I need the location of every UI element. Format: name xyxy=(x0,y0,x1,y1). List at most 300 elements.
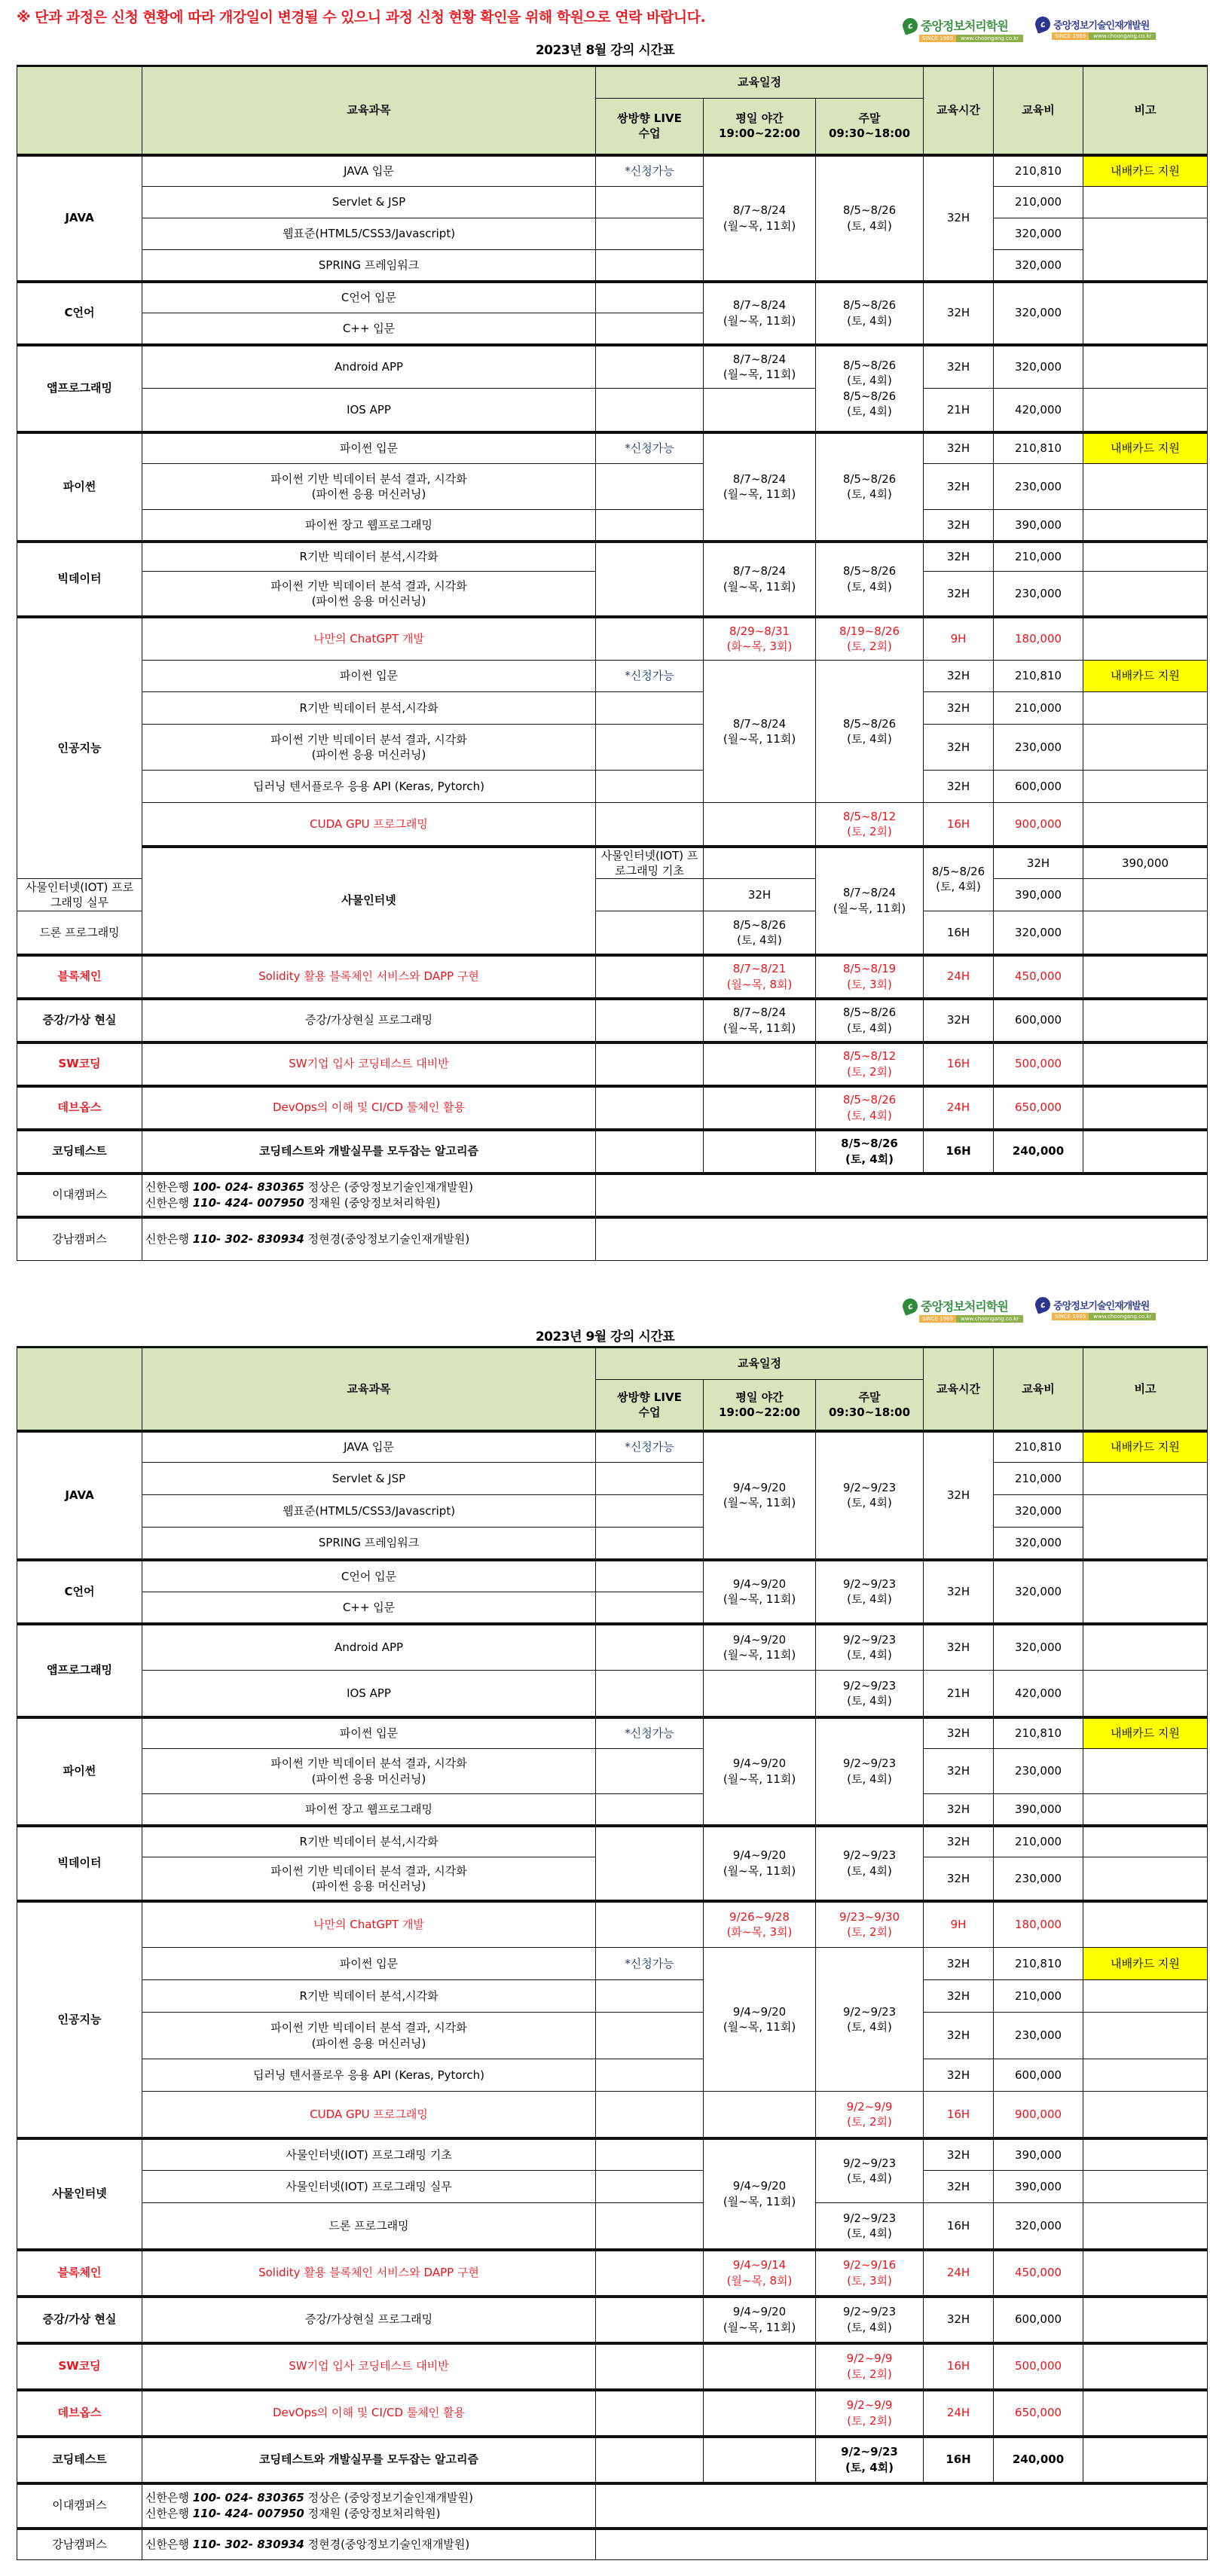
course-fee: 210,000 xyxy=(994,542,1083,572)
weekend-schedule: 9/2~9/23 (토, 4회) xyxy=(816,1560,924,1624)
table-row xyxy=(17,345,1208,389)
course-fee: 650,000 xyxy=(994,2390,1083,2437)
course-hours: 16H xyxy=(924,2343,994,2390)
note-cell xyxy=(1083,1671,1208,1717)
weekday-cell xyxy=(704,2092,816,2138)
category-sw: SW코딩 xyxy=(17,2343,142,2390)
weekend-schedule: 8/5~8/26 (토, 4회) xyxy=(816,999,924,1042)
course-fee: 240,000 xyxy=(994,2437,1083,2483)
course-hours: 32H xyxy=(924,2013,994,2059)
note-cell xyxy=(1083,345,1208,389)
live-cell xyxy=(596,389,704,432)
course-hours: 32H xyxy=(924,771,994,803)
category-bigdata: 빅데이터 xyxy=(17,1826,142,1901)
table-row xyxy=(17,187,1208,218)
table-row xyxy=(17,1431,1208,1463)
note-cell xyxy=(1083,955,1208,999)
weekend-schedule: 9/23~9/30 (토, 2회) xyxy=(816,1901,924,1948)
course-name: 사물인터넷(IOT) 프로그래밍 실무 xyxy=(17,879,142,911)
course-hours: 32H xyxy=(924,510,994,542)
logo-name: 중앙정보기술인재개발원 xyxy=(1053,1300,1150,1312)
august-timetable xyxy=(17,65,1208,1261)
live-available-link[interactable]: *신청가능 xyxy=(596,432,704,464)
category-ar: 증강/가상 현실 xyxy=(17,999,142,1042)
category-iot: 사물인터넷 xyxy=(142,847,596,955)
course-hours: 16H xyxy=(924,911,994,955)
table-row xyxy=(17,282,1208,313)
bank-accounts: 신한은행 100- 024- 830365 정상은 (중앙정보기술인재개발원) 신한은행 110- 424- 007950 정재원 (중앙정보처리학원) xyxy=(142,1174,596,1217)
course-hours: 32H xyxy=(924,1794,994,1826)
course-name: 딥러닝 텐서플로우 응용 API (Keras, Pytorch) xyxy=(142,771,596,803)
weekend-schedule: 8/5~8/26 (토, 4회) xyxy=(816,282,924,345)
course-hours: 32H xyxy=(924,1431,994,1560)
live-cell xyxy=(704,847,816,879)
live-cell xyxy=(596,1671,704,1717)
live-cell xyxy=(596,2171,704,2203)
course-name-highlight: CUDA GPU 프로그래밍 xyxy=(142,803,596,847)
table-row xyxy=(17,1624,1208,1671)
live-cell xyxy=(596,2013,704,2059)
category-blockchain: 블록체인 xyxy=(17,955,142,999)
table-row xyxy=(17,1528,1208,1560)
weekday-cell xyxy=(704,1042,816,1086)
course-name: 파이썬 장고 웹프로그래밍 xyxy=(142,1794,596,1826)
course-name: JAVA 입문 xyxy=(142,155,596,187)
course-name: JAVA 입문 xyxy=(142,1431,596,1463)
live-cell xyxy=(596,1042,704,1086)
course-fee: 230,000 xyxy=(994,1749,1083,1794)
header-category xyxy=(17,1348,142,1431)
live-cell xyxy=(596,313,704,345)
course-fee: 450,000 xyxy=(994,955,1083,999)
logo-url: www.choongang.co.kr xyxy=(956,1315,1023,1323)
category-java: JAVA xyxy=(17,155,142,282)
note-cell xyxy=(1083,617,1208,661)
note-cell xyxy=(1083,1857,1208,1901)
course-hours: 21H xyxy=(924,1671,994,1717)
course-name: C++ 입문 xyxy=(142,313,596,345)
course-hours: 32H xyxy=(924,692,994,725)
course-hours: 16H xyxy=(924,803,994,847)
course-hours: 21H xyxy=(924,389,994,432)
weekday-cell xyxy=(704,2390,816,2437)
weekend-schedule: 9/2~9/23 (토, 4회) xyxy=(816,1826,924,1901)
logo-url: www.choongang.co.kr xyxy=(956,35,1023,42)
course-name: 파이썬 기반 빅데이터 분석 결과, 시각화 (파이썬 응용 머신러닝) xyxy=(142,464,596,510)
note-cell xyxy=(1083,2059,1208,2092)
live-cell xyxy=(596,282,704,313)
course-hours: 32H xyxy=(924,1749,994,1794)
note-cell xyxy=(1083,1130,1208,1174)
header-note: 비고 xyxy=(1083,66,1208,155)
live-available-link[interactable]: *신청가능 xyxy=(596,1431,704,1463)
weekend-schedule: 9/2~9/23 (토, 4회) xyxy=(816,2138,924,2203)
course-fee: 390,000 xyxy=(994,2171,1083,2203)
logo-mark-icon: c xyxy=(1033,14,1053,34)
course-hours: 9H xyxy=(924,617,994,661)
course-name: R기반 빅데이터 분석,시각화 xyxy=(142,1826,596,1857)
live-cell xyxy=(596,2437,704,2483)
august-title: 2023년 8월 강의 시간표 xyxy=(535,43,675,58)
weekend-schedule: 9/2~9/23 (토, 4회) xyxy=(816,2203,924,2250)
table-row xyxy=(17,771,1208,803)
course-hours: 32H xyxy=(924,1826,994,1857)
weekday-schedule: 9/26~9/28 (화~목, 3회) xyxy=(704,1901,816,1948)
course-hours: 32H xyxy=(924,464,994,510)
weekday-cell xyxy=(704,1671,816,1717)
header-fee: 교육비 xyxy=(994,66,1083,155)
course-name: Android APP xyxy=(142,345,596,389)
table-row xyxy=(17,510,1208,542)
live-available-link[interactable]: *신청가능 xyxy=(596,661,704,692)
category-c: C언어 xyxy=(17,1560,142,1624)
course-hours: 32H xyxy=(924,1857,994,1901)
note-cell xyxy=(1083,1980,1208,2013)
live-available-link[interactable]: *신청가능 xyxy=(596,1948,704,1980)
course-name: 파이썬 기반 빅데이터 분석 결과, 시각화 (파이썬 응용 머신러닝) xyxy=(142,2013,596,2059)
weekday-schedule: 9/4~9/20 (월~목, 11회) xyxy=(704,2138,816,2250)
note-cell xyxy=(1083,1560,1208,1624)
logo-url: www.choongang.co.kr xyxy=(1089,32,1156,40)
course-fee: 240,000 xyxy=(994,1130,1083,1174)
note-cell xyxy=(1083,725,1208,771)
category-blockchain: 블록체인 xyxy=(17,2250,142,2297)
weekend-schedule: 9/2~9/9 (토, 2회) xyxy=(816,2390,924,2437)
note-cell xyxy=(1083,1042,1208,1086)
course-name: 파이썬 기반 빅데이터 분석 결과, 시각화 (파이썬 응용 머신러닝) xyxy=(142,725,596,771)
weekend-schedule: 9/2~9/23 (토, 4회) xyxy=(816,1624,924,1671)
category-codetest: 코딩테스트 xyxy=(17,1130,142,1174)
logo-name: 중앙정보기술인재개발원 xyxy=(1053,20,1150,32)
table-row xyxy=(17,155,1208,187)
course-hours: 16H xyxy=(924,1042,994,1086)
empty-area xyxy=(596,2483,1208,2529)
course-hours: 16H xyxy=(924,1130,994,1174)
weekday-cell xyxy=(704,2437,816,2483)
note-cell xyxy=(1083,1826,1208,1857)
course-hours: 32H xyxy=(924,1624,994,1671)
course-fee: 180,000 xyxy=(994,617,1083,661)
table-row xyxy=(17,2343,1208,2390)
course-fee: 210,000 xyxy=(994,1826,1083,1857)
weekday-schedule: 9/4~9/20 (월~목, 11회) xyxy=(704,1431,816,1560)
course-hours: 32H xyxy=(704,879,816,911)
live-cell xyxy=(596,1463,704,1495)
table-row xyxy=(17,1717,1208,1749)
course-fee: 450,000 xyxy=(994,2250,1083,2297)
course-fee: 420,000 xyxy=(994,1671,1083,1717)
weekday-schedule: 8/7~8/24 (월~목, 11회) xyxy=(704,432,816,542)
weekday-schedule: 9/4~9/20 (월~목, 11회) xyxy=(704,1624,816,1671)
course-name: 딥러닝 텐서플로우 응용 API (Keras, Pytorch) xyxy=(142,2059,596,2092)
course-fee: 210,810 xyxy=(994,432,1083,464)
logo-choongang-tech xyxy=(1035,17,1156,40)
live-cell xyxy=(596,2343,704,2390)
note-cell xyxy=(1083,218,1208,282)
logo-name: 중앙정보처리학원 xyxy=(921,1299,1008,1314)
weekend-schedule: 9/2~9/9 (토, 2회) xyxy=(816,2343,924,2390)
course-hours: 32H xyxy=(924,999,994,1042)
course-fee: 230,000 xyxy=(994,572,1083,617)
live-cell xyxy=(596,1794,704,1826)
live-cell xyxy=(596,803,704,847)
weekend-schedule: 8/5~8/19 (토, 3회) xyxy=(816,955,924,999)
note-cell xyxy=(1083,771,1208,803)
logo-choongang-tech xyxy=(1035,1297,1156,1320)
course-fee: 390,000 xyxy=(1083,847,1208,879)
note-cell xyxy=(1083,572,1208,617)
live-cell xyxy=(596,345,704,389)
course-fee: 390,000 xyxy=(994,1794,1083,1826)
note-cell xyxy=(1083,2343,1208,2390)
course-fee: 900,000 xyxy=(994,2092,1083,2138)
live-cell xyxy=(596,2250,704,2297)
card-support-badge: 내배카드 지원 xyxy=(1083,155,1208,187)
course-fee: 320,000 xyxy=(994,282,1083,345)
course-fee: 320,000 xyxy=(994,911,1083,955)
card-support-badge: 내배카드 지원 xyxy=(1083,661,1208,692)
category-devops: 데브옵스 xyxy=(17,1086,142,1130)
table-row xyxy=(17,1495,1208,1528)
note-cell xyxy=(1083,1624,1208,1671)
bank-row-gangnam xyxy=(17,1217,1208,1261)
weekend-schedule: 8/5~8/26 (토, 4회) xyxy=(816,1086,924,1130)
note-cell xyxy=(1083,2203,1208,2250)
course-fee: 230,000 xyxy=(994,725,1083,771)
logo-since: SINCE 1969 xyxy=(919,35,956,42)
campus-label: 이대캠퍼스 xyxy=(17,2483,142,2529)
course-hours: 32H xyxy=(924,572,994,617)
weekday-schedule: 8/7~8/21 (월~목, 8회) xyxy=(704,955,816,999)
course-hours: 32H xyxy=(924,1717,994,1749)
weekend-schedule: 9/2~9/23 (토, 4회) xyxy=(816,1717,924,1826)
bank-accounts: 신한은행 110- 302- 830934 정현경(중앙정보기술인재개발원) xyxy=(142,1217,596,1261)
live-available-link[interactable]: *신청가능 xyxy=(596,1717,704,1749)
bank-row-gangnam xyxy=(17,2529,1208,2560)
live-cell xyxy=(596,879,704,911)
course-name-highlight: SW기업 입사 코딩테스트 대비반 xyxy=(142,1042,596,1086)
table-row xyxy=(17,542,1208,572)
header-course: 교육과목 xyxy=(142,66,596,155)
course-fee: 420,000 xyxy=(994,389,1083,432)
course-hours: 9H xyxy=(924,1901,994,1948)
course-fee: 230,000 xyxy=(994,464,1083,510)
course-name: R기반 빅데이터 분석,시각화 xyxy=(142,692,596,725)
table-row xyxy=(17,2171,1208,2203)
header-weekend: 주말 09:30~18:00 xyxy=(816,1380,924,1431)
table-row xyxy=(17,803,1208,847)
weekend-schedule: 9/2~9/16 (토, 3회) xyxy=(816,2250,924,2297)
weekend-schedule: 8/5~8/26 (토, 4회) xyxy=(816,155,924,282)
table-row xyxy=(17,2092,1208,2138)
course-fee: 650,000 xyxy=(994,1086,1083,1130)
course-fee: 390,000 xyxy=(994,510,1083,542)
live-cell xyxy=(596,692,704,725)
logo-group xyxy=(903,1297,1156,1323)
course-name: 코딩테스트와 개발실무를 모두잡는 알고리즘 xyxy=(142,1130,596,1174)
live-cell xyxy=(596,187,704,218)
logo-choongang-academy xyxy=(903,1297,1023,1323)
logo-mark-icon: c xyxy=(1033,1295,1053,1314)
course-hours: 32H xyxy=(924,725,994,771)
course-fee: 320,000 xyxy=(994,345,1083,389)
live-cell xyxy=(596,542,704,617)
weekday-schedule: 8/7~8/24 (월~목, 11회) xyxy=(704,345,816,389)
note-cell xyxy=(1083,2092,1208,2138)
logo-url: www.choongang.co.kr xyxy=(1089,1313,1156,1320)
weekday-schedule: 8/7~8/24 (월~목, 11회) xyxy=(704,542,816,617)
weekend-schedule: 8/5~8/26 (토, 4회) xyxy=(816,1130,924,1174)
live-cell xyxy=(596,955,704,999)
live-cell xyxy=(596,999,704,1042)
course-name: Android APP xyxy=(142,1624,596,1671)
weekend-schedule: 8/5~8/12 (토, 2회) xyxy=(816,803,924,847)
note-cell xyxy=(1083,510,1208,542)
table-row xyxy=(17,1671,1208,1717)
course-hours: 16H xyxy=(924,2092,994,2138)
course-hours: 32H xyxy=(924,1980,994,2013)
course-hours: 16H xyxy=(924,2203,994,2250)
weekday-schedule: 8/7~8/24 (월~목, 11회) xyxy=(704,999,816,1042)
live-cell xyxy=(596,1086,704,1130)
course-name-highlight: CUDA GPU 프로그래밍 xyxy=(142,2092,596,2138)
table-row xyxy=(17,1042,1208,1086)
campus-label: 강남캠퍼스 xyxy=(17,2529,142,2560)
table-row xyxy=(17,725,1208,771)
header-course: 교육과목 xyxy=(142,1348,596,1431)
header-note: 비고 xyxy=(1083,1348,1208,1431)
course-fee: 390,000 xyxy=(994,2138,1083,2171)
category-ai: 인공지능 xyxy=(17,1901,142,2138)
table-row xyxy=(17,1560,1208,1592)
header-category xyxy=(17,66,142,155)
logo-mark-icon: c xyxy=(900,16,920,35)
live-cell xyxy=(596,1528,704,1560)
note-cell xyxy=(1083,2171,1208,2203)
header-weekend: 주말 09:30~18:00 xyxy=(816,99,924,155)
bank-accounts: 신한은행 100- 024- 830365 정상은 (중앙정보기술인재개발원) 신한은행 110- 424- 007950 정재원 (중앙정보처리학원) xyxy=(142,2483,596,2529)
table-row xyxy=(17,1463,1208,1495)
course-name: 파이썬 기반 빅데이터 분석 결과, 시각화 (파이썬 응용 머신러닝) xyxy=(142,1857,596,1901)
note-cell xyxy=(1083,2250,1208,2297)
note-cell xyxy=(1083,389,1208,432)
notice-text: ※ 단과 과정은 신청 현황에 따라 개강일이 변경될 수 있으니 과정 신청 현황 확인을 위해 학원으로 연락 바랍니다. xyxy=(17,9,706,26)
empty-area xyxy=(596,2529,1208,2560)
course-fee: 320,000 xyxy=(994,1495,1083,1528)
weekday-schedule: 9/4~9/14 (월~목, 8회) xyxy=(704,2250,816,2297)
course-fee: 600,000 xyxy=(994,771,1083,803)
weekday-schedule: 9/4~9/20 (월~목, 11회) xyxy=(704,2297,816,2343)
category-ai: 인공지능 xyxy=(17,617,142,879)
campus-label: 이대캠퍼스 xyxy=(17,1174,142,1217)
table-row xyxy=(17,432,1208,464)
weekday-schedule: 8/7~8/24 (월~목, 11회) xyxy=(704,155,816,282)
table-row xyxy=(17,1086,1208,1130)
logo-name: 중앙정보처리학원 xyxy=(921,19,1008,33)
header-hours: 교육시간 xyxy=(924,66,994,155)
course-name: 파이썬 입문 xyxy=(142,432,596,464)
course-hours: 24H xyxy=(924,1086,994,1130)
course-name: 파이썬 입문 xyxy=(142,1948,596,1980)
card-support-badge: 내배카드 지원 xyxy=(1083,1431,1208,1463)
course-name: 사물인터넷(IOT) 프로그래밍 기초 xyxy=(596,847,704,879)
course-hours: 32H xyxy=(924,1560,994,1624)
live-cell xyxy=(596,1560,704,1592)
course-name: C++ 입문 xyxy=(142,1592,596,1624)
course-hours: 32H xyxy=(924,661,994,692)
note-cell xyxy=(1083,2390,1208,2437)
header-weekday: 평일 야간 19:00~22:00 xyxy=(704,99,816,155)
course-fee: 180,000 xyxy=(994,1901,1083,1948)
course-fee: 210,000 xyxy=(994,187,1083,218)
live-cell xyxy=(596,725,704,771)
note-cell xyxy=(1083,879,1208,911)
table-row xyxy=(17,218,1208,250)
table-row xyxy=(17,955,1208,999)
note-cell xyxy=(1083,542,1208,572)
course-name: 사물인터넷(IOT) 프로그래밍 실무 xyxy=(142,2171,596,2203)
note-cell xyxy=(1083,1794,1208,1826)
header-fee: 교육비 xyxy=(994,1348,1083,1431)
note-cell xyxy=(1083,2138,1208,2171)
september-timetable xyxy=(17,1346,1208,2560)
course-hours: 32H xyxy=(924,1948,994,1980)
weekday-schedule: 9/4~9/20 (월~목, 11회) xyxy=(704,1560,816,1624)
category-codetest: 코딩테스트 xyxy=(17,2437,142,2483)
live-cell xyxy=(596,1826,704,1901)
category-app: 앱프로그래밍 xyxy=(17,1624,142,1717)
table-row xyxy=(17,1826,1208,1857)
live-available-link[interactable]: *신청가능 xyxy=(596,155,704,187)
course-name: 드론 프로그래밍 xyxy=(17,911,142,955)
logo-since: SINCE 1969 xyxy=(919,1315,956,1323)
weekday-schedule: 9/4~9/20 (월~목, 11회) xyxy=(704,1948,816,2092)
weekday-schedule: 9/4~9/20 (월~목, 11회) xyxy=(704,1717,816,1826)
course-name: 증강/가상현실 프로그래밍 xyxy=(142,2297,596,2343)
course-fee: 230,000 xyxy=(994,1857,1083,1901)
course-name-highlight: 나만의 ChatGPT 개발 xyxy=(142,1901,596,1948)
weekday-cell xyxy=(704,2343,816,2390)
live-cell xyxy=(596,911,704,955)
note-cell xyxy=(1083,692,1208,725)
weekend-schedule: 8/5~8/26 (토, 4회) xyxy=(924,847,994,911)
weekend-schedule: 8/5~8/26 (토, 4회) xyxy=(816,542,924,617)
course-name: 코딩테스트와 개발실무를 모두잡는 알고리즘 xyxy=(142,2437,596,2483)
live-cell xyxy=(596,1980,704,2013)
course-name: 파이썬 입문 xyxy=(142,1717,596,1749)
course-hours: 16H xyxy=(924,2437,994,2483)
weekday-cell xyxy=(704,1130,816,1174)
course-name: 파이썬 기반 빅데이터 분석 결과, 시각화 (파이썬 응용 머신러닝) xyxy=(142,572,596,617)
course-fee: 320,000 xyxy=(994,1560,1083,1624)
course-fee: 210,000 xyxy=(994,1980,1083,2013)
course-name-highlight: DevOps의 이해 및 CI/CD 툴체인 활용 xyxy=(142,2390,596,2437)
header-live: 쌍방향 LIVE 수업 xyxy=(596,99,704,155)
course-fee: 210,810 xyxy=(994,1431,1083,1463)
header-live: 쌍방향 LIVE 수업 xyxy=(596,1380,704,1431)
course-fee: 320,000 xyxy=(994,250,1083,282)
table-row xyxy=(17,1749,1208,1794)
course-name: 웹표준(HTML5/CSS3/Javascript) xyxy=(142,218,596,250)
weekend-schedule: 9/2~9/23 (토, 4회) xyxy=(816,1948,924,2092)
live-cell xyxy=(596,218,704,250)
weekday-cell xyxy=(704,389,816,432)
course-fee: 320,000 xyxy=(994,1528,1083,1560)
course-name: 사물인터넷(IOT) 프로그래밍 기초 xyxy=(142,2138,596,2171)
category-python: 파이썬 xyxy=(17,432,142,542)
course-hours: 24H xyxy=(924,2390,994,2437)
course-name: 파이썬 입문 xyxy=(142,661,596,692)
